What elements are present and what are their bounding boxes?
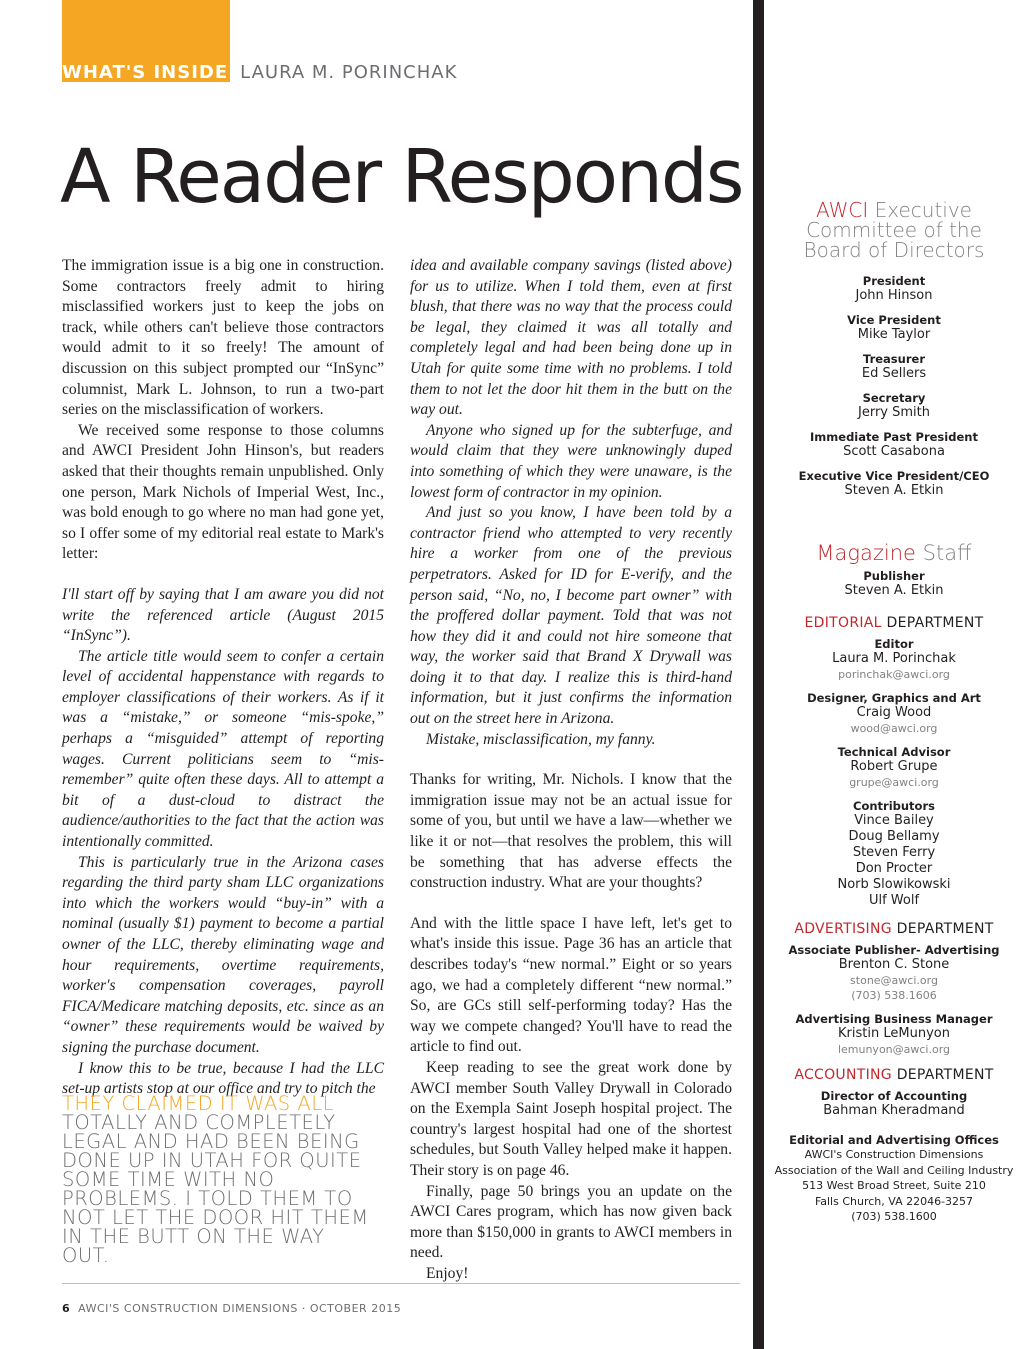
contributor-name: Ulf Wolf <box>868 893 920 908</box>
officer-entry <box>764 430 1024 460</box>
staff-title: Designer, Graphics and Art <box>807 691 981 705</box>
staff-title: Editor <box>874 637 914 651</box>
staff-heading-red: Magazine <box>816 541 916 565</box>
staff-title: Contributors <box>853 799 935 813</box>
dept-heading-red: ACCOUNTING <box>794 1067 892 1083</box>
officer-title: Secretary <box>862 391 926 405</box>
officer-title: President <box>862 274 926 288</box>
exec-heading-red: AWCI <box>816 198 869 222</box>
magazine-staff-heading <box>764 543 1024 563</box>
contributor-name: Norb Slowikowski <box>837 877 951 892</box>
kicker <box>62 62 457 83</box>
accounting-director-entry <box>764 1089 1024 1119</box>
exec-heading-line: Board of Directors <box>803 238 985 262</box>
contributor-name: Doug Bellamy <box>848 829 940 844</box>
staff-title: Publisher <box>863 569 925 583</box>
staff-title: Advertising Business Manager <box>795 1012 993 1026</box>
letter-paragraph: This is particularly true in the Arizona cases regarding the third party sham LLC organizations into which the workers would “buy-in” with a nominal (usually $1) payment to become a partial owner of the LLC, thereby eliminating wage and hour requirements, overtime requirements, worker's compensation coverages, payroll FICA/Medicare matching deposits, etc. since as an “owner” these requirements would be waived by signing the purchase document. <box>62 853 384 1056</box>
article-column-left <box>62 256 384 1100</box>
staff-email: wood@awci.org <box>850 722 938 735</box>
body-paragraph: Thanks for writing, Mr. Nichols. I know that the immigration issue may not be an actual issue for some of you, but until we have a law—whether we like it or not—that resolves the problem, this will be something that has adverse effects the construction industry. What are your thoughts? <box>410 771 732 892</box>
pull-quote <box>62 1094 372 1265</box>
exec-heading-line: Committee of the <box>806 218 982 242</box>
officer-name: Jerry Smith <box>858 405 930 420</box>
letter-paragraph: Anyone who signed up for the subterfuge, and would claim that they were unknowingly duped into something of which they were unaware, is the lowest form of contractor in my opinion. <box>410 421 732 501</box>
officer-name: Scott Casabona <box>843 444 945 459</box>
letter-paragraph: idea and available company savings (listed above) for us to utilize. When I told them, even at first blush, that there was no way that the process could be legal, they claimed it was all totally and completely legal and had been being done up in Utah for quite some time with no problems. I told them to not let the door hit them in the butt on the way out. <box>410 257 732 419</box>
staff-email: grupe@awci.org <box>849 776 939 789</box>
staff-name: Kristin LeMunyon <box>838 1026 950 1041</box>
officer-entry <box>764 391 1024 421</box>
offices-line: 513 West Broad Street, Suite 210 <box>802 1179 986 1192</box>
staff-title: Technical Advisor <box>837 745 951 759</box>
pull-quote-highlight: THEY CLAIMED IT WAS ALL <box>62 1092 334 1115</box>
officer-title: Vice President <box>847 313 941 327</box>
publication-line: AWCI'S CONSTRUCTION DIMENSIONS · OCTOBER 2015 <box>78 1302 402 1315</box>
staff-phone: (703) 538.1606 <box>851 989 937 1002</box>
officer-entry <box>764 352 1024 382</box>
staff-name: Steven A. Etkin <box>844 583 944 598</box>
officer-entry <box>764 274 1024 304</box>
letter-paragraph: And just so you know, I have been told by a contractor friend who attempted to very recently hire a worker from one of the previous perpetrators. Asked for ID for E-verify, and the person said, “No, no, I become part owner” with the proffered dollar payment. Told that was not how they did it and could not hire someone that way, the worker said that Brand X Drywall was doing it to that day. I realize this is third-hand information, but it just confirms the information out on the street here in Arizona. <box>410 504 732 728</box>
officer-name: Mike Taylor <box>857 327 931 342</box>
officer-entry <box>764 313 1024 343</box>
officer-title: Treasurer <box>863 352 925 366</box>
exec-heading-line: Executive <box>874 198 972 222</box>
offices-line: Falls Church, VA 22046-3257 <box>814 1194 974 1208</box>
officer-title: Immediate Past President <box>810 430 978 444</box>
officer-name: John Hinson <box>855 288 933 303</box>
letter-paragraph: I know this to be true, because I had the LLC set-up artists stop at our office and try to pitch the <box>62 1059 384 1098</box>
footer-divider <box>62 1283 740 1284</box>
dept-heading-rest: DEPARTMENT <box>896 1067 994 1083</box>
column-divider-bar <box>753 0 764 1349</box>
page-number: 6 <box>62 1302 71 1315</box>
offices-title: Editorial and Advertising Offices <box>789 1133 999 1147</box>
body-paragraph: And with the little space I have left, let's get to what's inside this issue. Page 36 has an article that describes today's “new normal.” Eight or so years ago, we had a completely different “new normal.” So, are GCs still self-performing today? Has the way we compete changed? You'll have to read the article to find out. <box>410 914 732 1056</box>
publisher-entry <box>764 569 1024 599</box>
officer-name: Ed Sellers <box>861 366 927 381</box>
letter-paragraph: The article title would seem to confer a certain level of accidental happenstance with regards to employer classifications of their workers. As if it was a “mistake,” or someone “mis-spoke,” perhaps a “misguided” attempt of reporting wages. Current politicians seem to “mis-remember” quite often these days. All to attempt a bit of a dust-cloud to distract the audience/authorities to the fact that the action was intentionally committed. <box>62 647 384 851</box>
staff-email: lemunyon@awci.org <box>837 1043 951 1056</box>
accounting-department-heading <box>764 1067 1024 1083</box>
body-paragraph: Enjoy! <box>426 1264 469 1282</box>
staff-email: stone@awci.org <box>850 974 938 987</box>
body-paragraph: Keep reading to see the great work done by AWCI member South Valley Drywall in Colorado on the Exempla Saint Joseph hospital project. The country's largest hospital had one of the shortest schedules, but South Valley helped make it happen. Their story is on page 46. <box>410 1058 732 1179</box>
staff-name: Brenton C. Stone <box>838 957 950 972</box>
dept-heading-red: EDITORIAL <box>804 615 882 631</box>
letter-paragraph: I'll start off by saying that I am aware you did not write the referenced article (August 2015 “InSync”). <box>62 585 384 645</box>
article-column-middle <box>410 256 732 1285</box>
letter-paragraph: Mistake, misclassification, my fanny. <box>426 730 656 748</box>
dept-heading-rest: DEPARTMENT <box>896 921 994 937</box>
section-label: WHAT'S INSIDE <box>62 62 229 83</box>
offices-line: (703) 538.1600 <box>851 1210 937 1223</box>
staff-name: Robert Grupe <box>850 759 938 774</box>
staff-name: Laura M. Porinchak <box>832 651 956 666</box>
body-paragraph: The immigration issue is a big one in construction. Some contractors freely admit to hiring misclassified workers just to keep the jobs on track, while others can't believe those contractors would admit to it so freely! The amount of discussion on this subject prompted our “InSync” columnist, Mark L. Johnson, to run a two-part series on the misclassification of workers. <box>62 257 384 419</box>
officer-title: Executive Vice President/CEO <box>798 469 990 483</box>
tech-advisor-entry <box>764 745 1024 790</box>
contributors-entry <box>764 799 1024 909</box>
dept-heading-red: ADVERTISING <box>794 921 892 937</box>
staff-email: porinchak@awci.org <box>838 668 950 681</box>
staff-name: Bahman Kheradmand <box>823 1103 965 1118</box>
contributor-name: Don Procter <box>855 861 933 876</box>
page-footer <box>62 1302 401 1315</box>
advertising-department-heading <box>764 921 1024 937</box>
offices-line: Association of the Wall and Ceiling Industry <box>774 1163 1014 1177</box>
editor-entry <box>764 637 1024 682</box>
staff-heading-gray: Staff <box>922 541 972 565</box>
author-name: LAURA M. PORINCHAK <box>240 62 458 83</box>
body-paragraph: We received some response to those columns and AWCI President John Hinson's, but readers asked that their thoughts remain unpublished. Only one person, Mark Nichols of Imperial West, Inc., was bold enough to go where no man had gone yet, so I offer some of my editorial real estate to Mark's letter: <box>62 421 384 563</box>
staff-name: Craig Wood <box>856 705 932 720</box>
assoc-publisher-entry <box>764 943 1024 1003</box>
offices-line: AWCI's Construction Dimensions <box>804 1148 984 1161</box>
designer-entry <box>764 691 1024 736</box>
editorial-department-heading <box>764 615 1024 631</box>
body-paragraph: Finally, page 50 brings you an update on the AWCI Cares program, which has now given back more than $150,000 in grants to AWCI members in need. <box>410 1182 732 1262</box>
article-title: A Reader Responds <box>60 134 743 220</box>
contributor-name: Steven Ferry <box>852 845 936 860</box>
officer-entry <box>764 469 1024 499</box>
exec-committee-heading <box>764 200 1024 260</box>
dept-heading-rest: DEPARTMENT <box>886 615 984 631</box>
adv-manager-entry <box>764 1012 1024 1057</box>
officer-name: Steven A. Etkin <box>844 483 944 498</box>
masthead-sidebar <box>764 200 1024 1225</box>
contributor-name: Vince Bailey <box>854 813 934 828</box>
offices-entry <box>764 1133 1024 1225</box>
pull-quote-text: TOTALLY AND COMPLETELY LEGAL AND HAD BEEN BEING DONE UP IN UTAH FOR QUITE SOME TIME WITH NO PROBLEMS. I TOLD THEM TO NOT LET THE DOOR HIT THEM IN THE BUTT ON THE WAY OUT. <box>62 1111 369 1267</box>
staff-title: Associate Publisher- Advertising <box>788 943 1000 957</box>
staff-title: Director of Accounting <box>820 1089 968 1103</box>
